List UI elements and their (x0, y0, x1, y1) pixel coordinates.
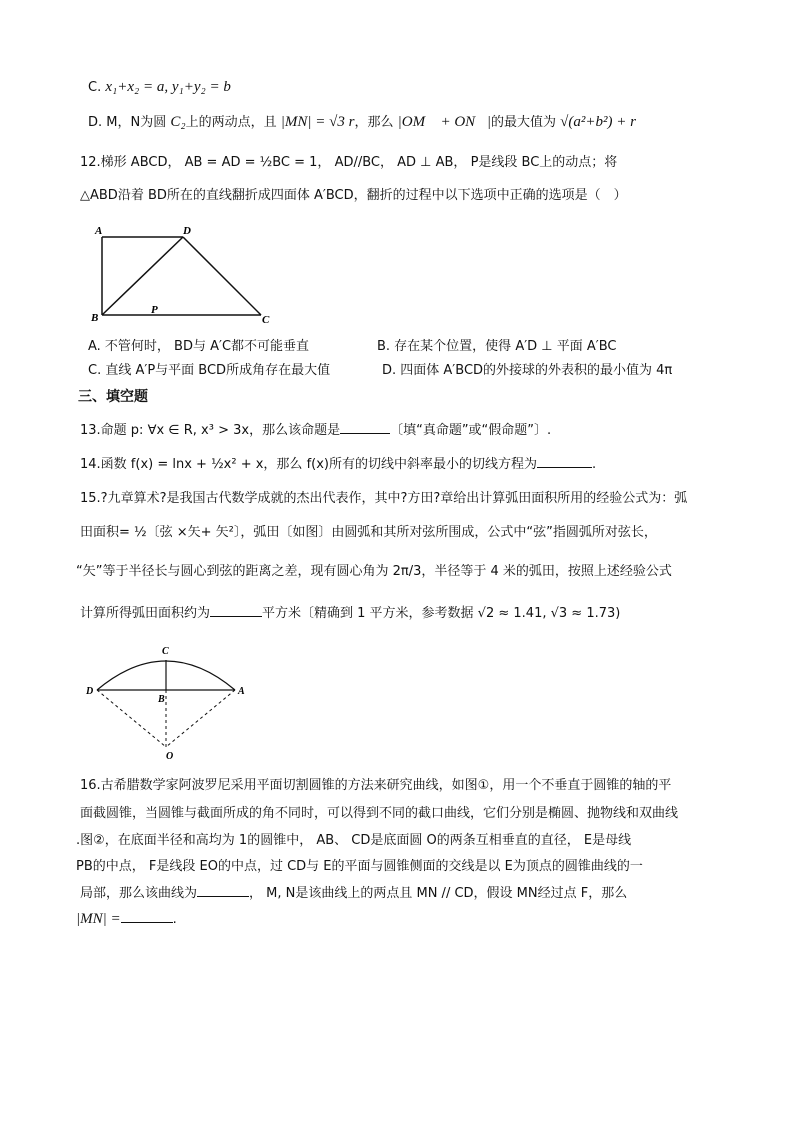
label-d: D (183, 225, 191, 237)
label-c: C (162, 646, 169, 657)
q15-line3: “矢”等于半径长与圆心到弦的距离之差，现有圆心角为 2π/3，半径等于 4 米的弧田，按照上述经验公式 (76, 564, 672, 579)
q15-line2: 田面积= ½〔弦 ×矢+ 矢²〕，弧田〔如图〕由圆弧和其所对弦所围成，公式中“弦”指圆弧所对弦长， (80, 525, 657, 540)
radius-od (97, 690, 166, 747)
q16-line6 (76, 910, 177, 929)
label-o: O (166, 751, 174, 762)
section-title-fill-in: 三、填空题 (78, 389, 148, 405)
arc-field-figure (82, 642, 257, 762)
q12-option-a: A. 不管何时， BD与 A′C都不可能垂直 (88, 339, 310, 354)
q11-option-c (88, 78, 231, 97)
q11-option-d (88, 113, 636, 132)
q14-text-end: . (591, 457, 597, 472)
q16-mn-label: |MN| = (76, 911, 121, 927)
q13 (80, 421, 551, 440)
q15-text-end: 平方米〔精确到 1 平方米，参考数据 √2 ≈ 1.41, √3 ≈ 1.73) (262, 606, 621, 621)
edge-bd (102, 237, 183, 315)
option-d-circle: C₂ (170, 114, 186, 130)
edge-dc (183, 237, 261, 315)
q12-line2: △ABD沿着 BD所在的直线翻折成四面体 A′BCD，翻折的过程中以下选项中正确的选项是（ ） (80, 188, 627, 203)
label-c: C (262, 314, 270, 326)
q16-line2: 面截圆锥，当圆锥与截面所成的角不同时，可以得到不同的截口曲线，它们分别是椭圆、抛物线和双曲线 (80, 806, 679, 821)
q16-line4: PB的中点， F是线段 EO的中点，过 CD与 E的平面与圆锥侧面的交线是以 E为顶点的圆锥曲线的一 (76, 859, 643, 874)
q16-text-end: . (172, 912, 177, 927)
q13-text: 13.命题 p: ∀x ∈ R, x³ > 3x，那么该命题是 (80, 423, 341, 438)
option-d-expression: |OM⃗ + ON⃗| (397, 114, 491, 130)
q12-option-c: C. 直线 A′P与平面 BCD所成角存在最大值 (88, 363, 331, 378)
q15-answer-blank[interactable] (210, 604, 262, 617)
q16-text-mid: ， M, N是该曲线上的两点且 MN // CD，假设 MN经过点 F，那么 (249, 886, 628, 901)
q16-length-answer-blank[interactable] (121, 910, 173, 923)
radius-oa (166, 690, 235, 747)
q14 (80, 455, 596, 474)
label-b: B (91, 312, 99, 324)
q16-line5 (80, 884, 627, 903)
label-d: D (86, 686, 94, 697)
label-a: A (238, 686, 245, 697)
q15-text: 计算所得弧田面积约为 (80, 606, 211, 621)
option-d-condition: |MN| = √3 r (280, 114, 355, 130)
trapezoid-figure (88, 222, 278, 327)
option-d-mid2: ，那么 (354, 115, 394, 130)
label-a: A (95, 225, 103, 237)
option-c-prefix: C. (88, 80, 102, 95)
q12-option-b: B. 存在某个位置，使得 A′D ⊥ 平面 A′BC (377, 339, 617, 354)
label-p: P (151, 304, 158, 316)
q16-text: 局部，那么该曲线为 (80, 886, 198, 901)
q16-line1: 16.古希腊数学家阿波罗尼采用平面切割圆锥的方法来研究曲线，如图①，用一个不垂直于圆锥的轴的平 (80, 778, 672, 793)
q12-option-d: D. 四面体 A′BCD的外接球的外表积的最小值为 4π (382, 363, 673, 378)
label-b: B (158, 694, 165, 705)
q12-line1: 12.梯形 ABCD， AB = AD = ½BC = 1， AD//BC， AD ⊥ AB， P是线段 BC上的动点；将 (80, 155, 618, 170)
q13-answer-blank[interactable] (340, 421, 390, 434)
q15-line1: 15.?九章算术?是我国古代数学成就的杰出代表作，其中?方田?章给出计算弧田面积所用的经验公式为：弧 (80, 491, 688, 506)
option-d-mid: 上的两动点，且 (185, 115, 277, 130)
q14-text: 14.函数 f(x) = lnx + ½x² + x，那么 f(x)所有的切线中斜率最小的切线方程为 (80, 457, 537, 472)
q13-text-end: 〔填“真命题”或“假命题”〕. (390, 423, 552, 438)
q16-curve-answer-blank[interactable] (197, 884, 249, 897)
q14-answer-blank[interactable] (537, 455, 592, 468)
q16-line3: .图②，在底面半径和高均为 1的圆锥中， AB、 CD是底面圆 O的两条互相垂直的直径， E是母线 (76, 833, 632, 848)
option-d-value: √(a²+b²) + r (560, 114, 636, 130)
option-d-prefix: D. M，N为圆 (88, 115, 167, 130)
option-c-math: x₁+x₂ = a, y₁+y₂ = b (105, 79, 231, 95)
q15-line4 (80, 604, 620, 623)
option-d-end: 的最大值为 (490, 115, 556, 130)
